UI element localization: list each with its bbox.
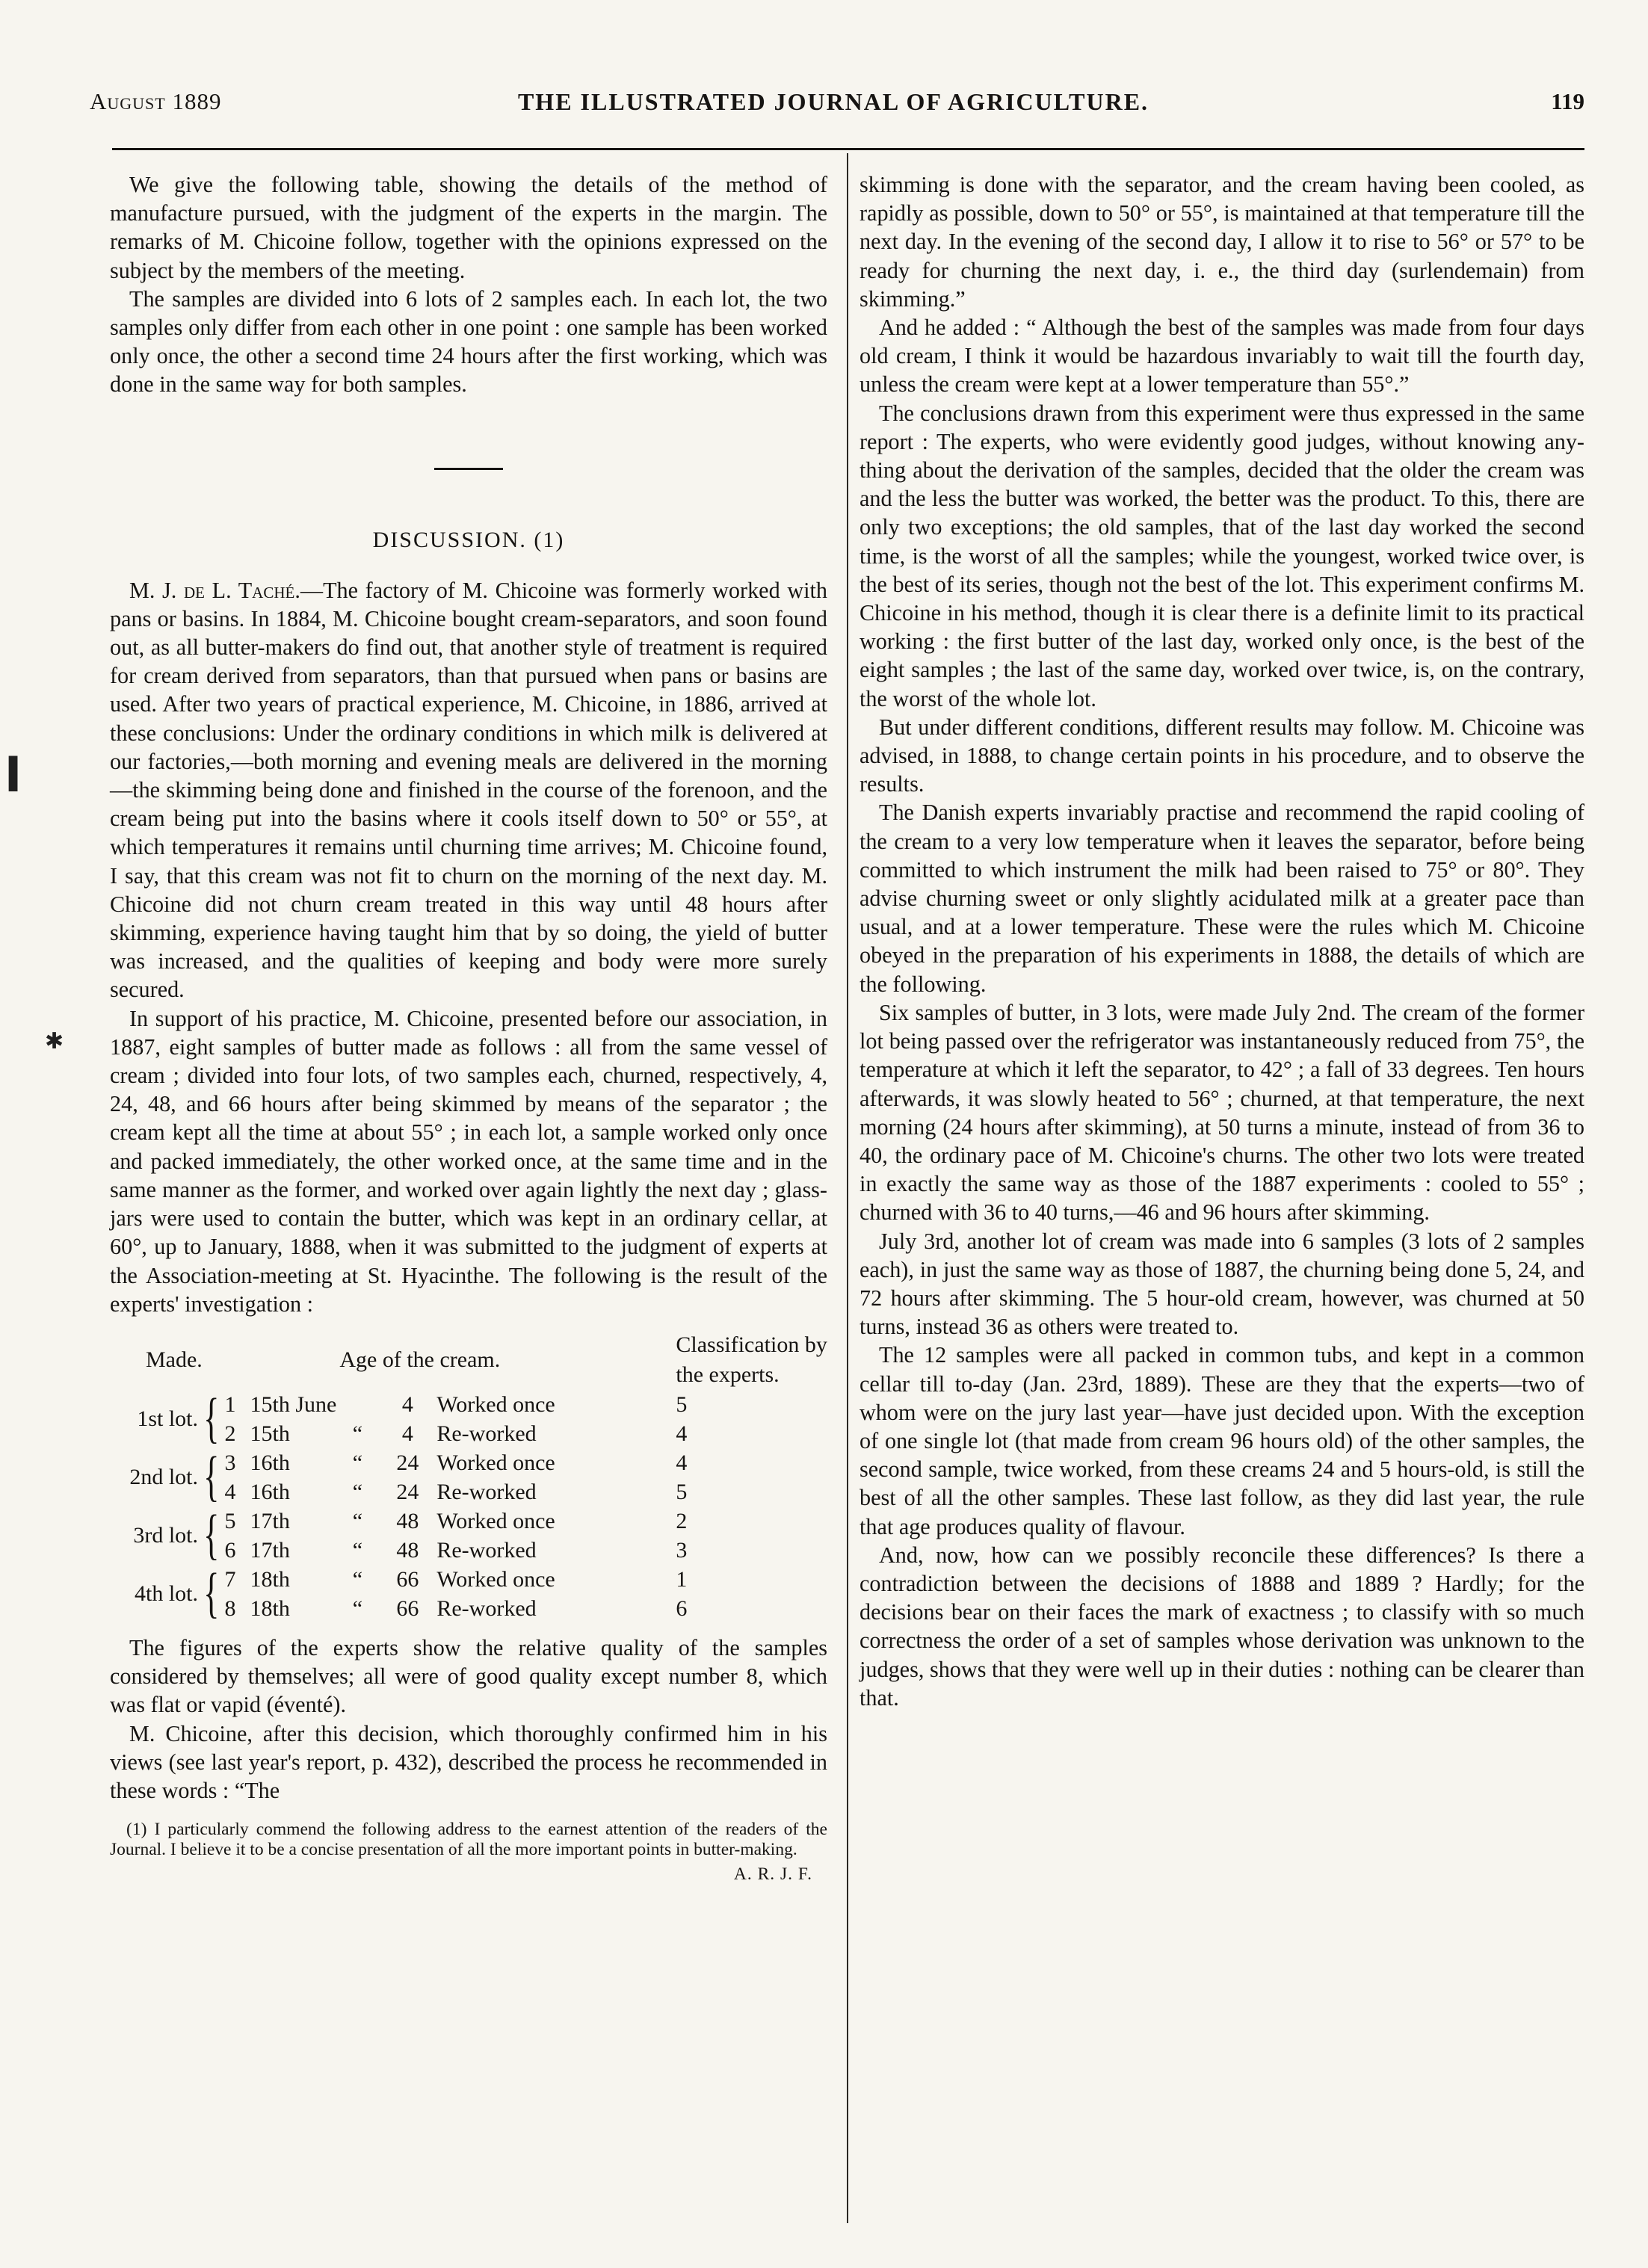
working-method: Re-worked	[436, 1537, 537, 1563]
made-date: 15th	[250, 1421, 290, 1446]
cream-age-hours: 24	[396, 1450, 419, 1475]
brace-glyph: {	[203, 1563, 220, 1625]
expert-rank: 5	[676, 1479, 688, 1504]
section-divider	[434, 468, 503, 470]
column-header-age: Age of the cream.	[339, 1347, 501, 1372]
ditto-mark: “	[352, 1450, 363, 1475]
sample-number: 7	[224, 1566, 236, 1592]
table-row	[110, 1390, 827, 1419]
cream-age-hours: 48	[396, 1537, 419, 1563]
made-date: 15th June	[250, 1391, 337, 1417]
journal-title: THE ILLUSTRATED JOURNAL OF AGRICULTURE.	[517, 88, 1149, 115]
body-paragraph: And, now, how can we possibly reconcile these differences? Is there a contradiction between the decisions of 1888 and 1889 ? Hardly; for the decisions bear on their faces the mark of exactness ; to classify with so much correctness the order of a set of samples whose derivation was unknown to the judges, shows that they were well up in their duties : nothing can be clearer than that.	[860, 1542, 1584, 1711]
working-method: Worked once	[436, 1566, 555, 1592]
body-paragraph: July 3rd, another lot of cream was made into 6 samples (3 lots of 2 samples each), in just the same way as those of 1887, the churning being done 5, 24, and 72 hours after skimming. The 5 hour-old cream, however, was churned at 50 turns, instead 36 as others were treated to.	[860, 1228, 1584, 1340]
working-method: Re-worked	[436, 1595, 537, 1621]
sample-number: 5	[224, 1508, 236, 1533]
cream-age-hours: 4	[401, 1391, 413, 1417]
column-header-classification: Classification by the experts.	[676, 1332, 827, 1387]
margin-mark: ✱	[45, 1029, 64, 1054]
intro-paragraph: We give the following table, showing the details of the method of manufacture pursued, with the judgment of the experts in the margin. The remarks of M. Chicoine follow, together with the opinions expressed on the subject by the members of the meeting.	[110, 172, 827, 283]
made-date: 17th	[250, 1508, 290, 1533]
expert-rank: 4	[676, 1421, 688, 1446]
table-row	[110, 1448, 827, 1477]
ditto-mark	[336, 1390, 378, 1419]
cream-age-hours: 66	[396, 1566, 419, 1592]
table-row	[110, 1507, 827, 1536]
body-paragraph: skimming is done with the separator, and the cream having been cooled, as rapidly as possible, down to 50° or 55°, is maintained at that temperature till the next day. In the evening of the second day, I allow it to rise to 56° or 57° to be ready for churning the next day, i. e., the third day (surlendemain) from skimming.”	[860, 172, 1584, 312]
left-column	[110, 170, 827, 1885]
table-row	[110, 1565, 827, 1594]
brace-glyph: {	[203, 1504, 220, 1566]
header-rule	[112, 148, 1584, 150]
experts-results-table	[110, 1330, 827, 1623]
ditto-mark: “	[352, 1566, 363, 1592]
body-paragraph: And he added : “ Although the best of the samples was made from four days old cream, I think it would be hazardous invariably to wait till the fourth day, unless the cream were kept at a lower temperature than 55°.”	[860, 315, 1584, 398]
body-paragraph: The 12 samples were all packed in common tubs, and kept in a common cellar till to-day (Jan. 23rd, 1889). These are they that the experts—two of whom were on the jury last year—have just decided upon. With the exception of one single lot (that made from cream 96 hours old) of the other samples, the second sample, twice worked, from these creams 24 and 5 hours-old, is still the best of all the other samples. These last follow, as they did last year, the rule that age produces quality of flavour.	[860, 1342, 1584, 1539]
footnote-signature: A. R. J. F.	[733, 1864, 812, 1885]
made-date: 18th	[250, 1566, 290, 1592]
made-date: 16th	[250, 1479, 290, 1504]
working-method: Re-worked	[436, 1479, 537, 1504]
expert-rank: 1	[676, 1566, 688, 1592]
running-head	[82, 84, 1584, 120]
ditto-mark: “	[352, 1508, 363, 1533]
working-method: Worked once	[436, 1508, 555, 1533]
right-column	[860, 170, 1584, 1712]
brace-glyph: {	[203, 1446, 220, 1508]
margin-mark: ▍	[9, 757, 32, 791]
discussion-paragraph	[110, 576, 827, 1004]
working-method: Worked once	[436, 1450, 555, 1475]
working-method: Re-worked	[436, 1421, 537, 1446]
after-table-paragraph: The figures of the experts show the relative quality of the samples considered by themselves; all were of good quality except number 8, which was flat or vapid (éventé).	[110, 1634, 827, 1718]
working-method: Worked once	[436, 1391, 555, 1417]
discussion-text: —The factory of M. Chicoine was formerly worked with pans or basins. In 1884, M. Chicoine bought cream-separators, and soon found out, as all butter-makers do find out, that another style of treatment is required for cream derived from separators, than that pursued when pans or basins are used. After two years of practical experience, M. Chicoine, in 1886, arrived at these conclusions: Under the ordinary conditions in which milk is delivered at our factories,—both morning and evening meals are delivered in the morning—the skimming being done and finished in the course of the forenoon, and the cream being put into the basins where it cools itself down to 50° or 55°, at which temperatures it remains until churning time arrives; M. Chicoine found, I say, that this cream was not fit to churn on the morning of the next day. M. Chicoine did not churn cream treated in this way until 48 hours after skimming, experience having taught him that by so doing, the yield of butter was increased, and the qualities of keeping and body were more surely secured.	[110, 577, 827, 1003]
made-date: 18th	[250, 1595, 290, 1621]
expert-rank: 6	[676, 1595, 688, 1621]
lot-label: 1st lot.	[137, 1406, 198, 1432]
after-table-paragraph: M. Chicoine, after this decision, which thoroughly confirmed him in his views (see last year's report, p. 432), described the process he recommended in these words : “The	[110, 1720, 827, 1803]
column-divider	[847, 153, 848, 2223]
table-body	[110, 1390, 827, 1623]
lot-label: 4th lot.	[134, 1581, 198, 1607]
sample-number: 8	[224, 1595, 236, 1621]
cream-age-hours: 24	[396, 1479, 419, 1504]
footnote: (1) I particularly commend the following address to the earnest attention of the readers of the Journal. I believe it to be a concise presentation of all the more important points in butter-making.	[110, 1820, 827, 1860]
made-date: 16th	[250, 1450, 290, 1475]
speaker-name: M. J. de L. Taché.	[129, 577, 300, 603]
sample-number: 3	[224, 1450, 236, 1475]
ditto-mark: “	[352, 1595, 363, 1621]
ditto-mark: “	[352, 1479, 363, 1504]
lot-label: 3rd lot.	[133, 1523, 198, 1548]
page-number: 119	[1551, 88, 1584, 114]
expert-rank: 4	[676, 1450, 688, 1475]
ditto-mark: “	[352, 1421, 363, 1446]
discussion-paragraph: In support of his practice, M. Chicoine, presented before our association, in 1887, eight samples of butter made as follows : all from the same vessel of cream ; divided into four lots, of two samples each, churned, respectively, 4, 24, 48, and 66 hours after being skimmed by means of the separator ; the cream kept all the time at about 55° ; in each lot, a sample worked only once and packed immediately, the other worked once, at the same time and in the same manner as the former, and worked over again lightly the next day ; glass-jars were used to contain the butter, which was kept in an ordinary cellar, at 60°, up to January, 1888, when it was submitted to the judgment of experts at the Association-meeting at St. Hyacinthe. The following is the result of the experts' investigation :	[110, 1005, 827, 1317]
lot-label: 2nd lot.	[129, 1465, 198, 1490]
expert-rank: 2	[676, 1508, 688, 1533]
column-header-made: Made.	[146, 1347, 203, 1372]
brace-glyph: {	[203, 1388, 220, 1450]
expert-rank: 5	[676, 1391, 688, 1417]
intro-paragraph: The samples are divided into 6 lots of 2 samples each. In each lot, the two samples only differ from each other in one point : one sample has been worked only once, the other a second time 24 hours after the first working, which was done in the same way for both samples.	[110, 285, 827, 398]
cream-age-hours: 66	[396, 1595, 419, 1621]
ditto-mark: “	[352, 1537, 363, 1563]
cream-age-hours: 48	[396, 1508, 419, 1533]
section-heading: DISCUSSION. (1)	[372, 527, 565, 552]
expert-rank: 3	[676, 1537, 688, 1563]
sample-number: 4	[224, 1479, 236, 1504]
sample-number: 2	[224, 1421, 236, 1446]
body-paragraph: The Danish experts invariably practise and recommend the rapid cooling of the cream to a very low temperature when it leaves the separator, before being committed to which instrument the milk had been raised to 75° or 80°. They advise churning sweet or only slightly acidulated milk at a greater pace than usual, and at a lower temperature. These were the rules which M. Chicoine obeyed in the preparation of his experiments in 1888, the details of which are the following.	[860, 800, 1584, 997]
body-paragraph: Six samples of butter, in 3 lots, were made July 2nd. The cream of the former lot being passed over the refrigerator was instantaneously reduced from 75°, the temperature at which it left the separator, to 42° ; a fall of 33 degrees. Ten hours afterwards, it was slowly heated to 56° ; churned, at that temperature, the next morning (24 hours after skimming), at 50 turns a minute, instead of from 36 to 40, the ordinary pace of M. Chicoine's churns. The other two lots were treated in exactly the same way as those of the 1887 experiments : cooled to 55° ; churned with 36 to 40 turns,—46 and 96 hours after skimming.	[860, 999, 1584, 1226]
body-paragraph: The conclusions drawn from this experiment were thus expressed in the same report : The experts, who were evidently good judges, without knowing any-thing about the derivation of the samples, decided that the older the cream was and the less the butter was worked, the better was the product. To this, there are only two exceptions; the old samples, that of the last day worked the second time, is the worst of all the samples; while the youngest, worked twice over, is the best of its series, though not the best of the lot. This experiment confirms M. Chicoine in his method, though it is clear there is a definite limit to its practical working : the first butter of the last day, worked only once, is the best of the eight samples ; the last of the same day, worked over twice, is, on the contrary, the worst of the whole lot.	[860, 400, 1584, 711]
sample-number: 1	[224, 1391, 236, 1417]
issue-date: August 1889	[90, 88, 222, 114]
body-paragraph: But under different conditions, different results may follow. M. Chicoine was advised, in 1888, to change certain points in his procedure, and to observe the results.	[860, 714, 1584, 797]
sample-number: 6	[224, 1537, 236, 1563]
cream-age-hours: 4	[401, 1421, 413, 1446]
made-date: 17th	[250, 1537, 290, 1563]
table-header-row	[110, 1330, 827, 1390]
